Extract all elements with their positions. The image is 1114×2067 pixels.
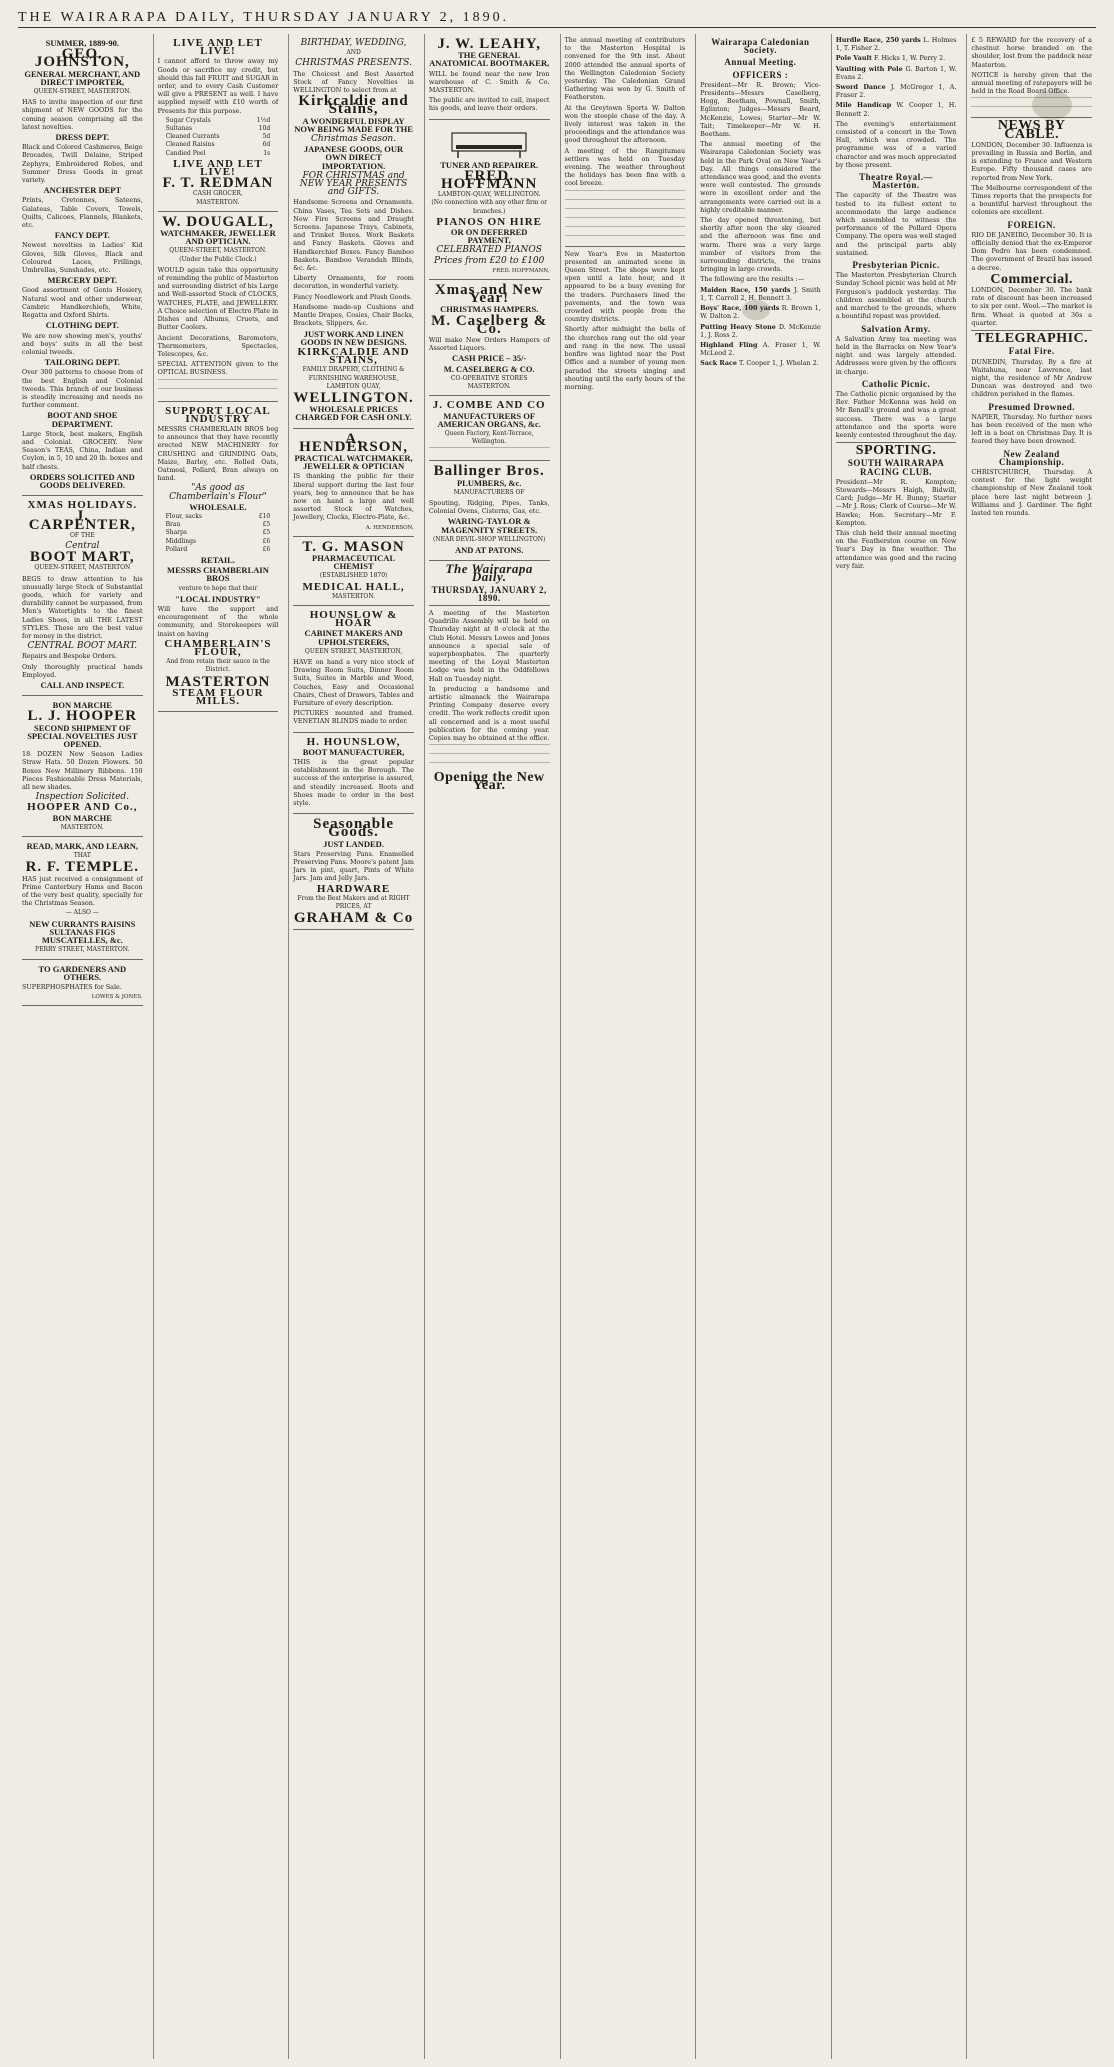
ad-gardeners: TO GARDENERS AND OTHERS. xyxy=(38,963,127,982)
ad-dougall-text: WOULD again take this opportunity of reminding the public of Masterton and surrounding district of his Large and Well-assorted Stock of CLOCKS, WATCHES, PLATE, and JEWELLERY. A Choice selection of Electro Plate in Dishes and Albums, Cruets, and Butter Coolers. xyxy=(157,265,279,332)
ad-bon-marche: BON MARCHE xyxy=(52,700,112,711)
article-text-2: At the Greytown Sports W. Dalton won the steeple chase of the day. A lively interest was taken in the proceedings and the attendance was good throughout the afternoon. xyxy=(564,103,686,145)
ad-hoffmann-name: FRED. HOFFMANN xyxy=(441,167,538,193)
catholic-text: The Catholic picnic organised by the Rev. Father McKenna was held on Mr Renall's ground and was a great success. There was a large attendance and the sports were keenly contested throughout the day. xyxy=(835,389,957,439)
ad-carpenter-name: J. CARPENTER, xyxy=(28,508,136,533)
report-text: The annual meeting of the Wairarapa Caledonian Society was held in the Park Oval on New Year's Day. All things considered the attendance was good, and the events were well contested. The grounds were in excellent order and the arrangements were carried out in a highly creditable manner. xyxy=(700,140,821,214)
ad-wholesale: WHOLESALE PRICES CHARGED FOR CASH ONLY. xyxy=(295,404,412,423)
ad-season: SUMMER, 1889-90. xyxy=(45,38,120,48)
ad-kirk-name: Kirkcaldie and Stains, xyxy=(298,93,409,118)
ad-lowes xyxy=(22,960,143,1007)
section-text: Black and Colored Cashmeres, Beige Brocades, Twill Delaine, Striped Zephyrs, Embroidered Robes, and Summer Dress Goods in great variety. xyxy=(22,143,143,185)
price-row xyxy=(158,513,279,521)
result-event: Mile Handicap xyxy=(835,101,892,110)
ad-caselberg xyxy=(429,280,550,396)
divider xyxy=(429,605,550,606)
result-item xyxy=(836,36,957,52)
ad-coombe xyxy=(429,396,550,461)
ad-chamberlain-flour: CHAMBERLAIN'S FLOUR, xyxy=(164,637,272,658)
price-item: Cleaned Currants xyxy=(165,133,220,141)
ad-tuner: TUNER AND REPAIRER. xyxy=(440,159,539,170)
ad-johnston xyxy=(22,34,143,496)
ad-handsome: Handsome made-up Cushions and Mantle Drapes, Cosies, Chair Backs, Brackets, Slippers, &c. xyxy=(293,302,414,328)
result-item xyxy=(700,323,821,339)
ad-ballinger-name: Ballinger Bros. xyxy=(433,463,545,480)
ad-near: (NEAR DEVIL-SHOP WELLINGTON) xyxy=(433,535,546,543)
ad-ballinger xyxy=(429,461,550,561)
ad-hounslow-name: HOUNSLOW & HOAR xyxy=(309,608,398,630)
divider xyxy=(565,246,686,247)
salvation-text: A Salvation Army tea meeting was held in the Barracks on New Year's night and was largely attended. Addresses were given by the officers in charge. xyxy=(835,334,957,376)
column-5 xyxy=(560,34,690,2059)
ad-mason xyxy=(293,537,414,606)
section-heading: FANCY DEPT. xyxy=(54,230,110,241)
price-item: Cleaned Raisins xyxy=(165,141,215,149)
price-value: 1½d xyxy=(256,116,271,124)
ad-hooper-sub: SECOND SHIPMENT OF SPECIAL NOVELTIES JUST OPENED. xyxy=(27,722,138,750)
article-text: A meeting of the Masterton Quadrille Assembly will be held on Thursday night at 8 o'clock at the Club Hotel. Messrs Lowes and Jones announce a special sale of superphosphates. The quarterly meeting of the Loyal Masterton Lodge was held in the Oddfellows Hall on Tuesday night. xyxy=(428,608,550,683)
ad-retail: RETAIL. xyxy=(200,554,235,565)
ad-wholesale: WHOLESALE. xyxy=(189,501,247,512)
ad-redman-loc: MASTERTON. xyxy=(196,198,240,206)
ad-for-christmas: FOR CHRISTMAS and NEW YEAR PRESENTS and GIFTS. xyxy=(299,170,408,198)
result-event: Putting Heavy Stone xyxy=(700,322,776,331)
ad-graham xyxy=(293,814,414,930)
price-value: £10 xyxy=(258,512,271,520)
price-row xyxy=(158,538,279,546)
article-heading-salvation: Salvation Army. xyxy=(861,323,931,334)
ad-leahy-text-2: The public are invited to call, inspect his goods, and leave their orders. xyxy=(428,96,550,113)
ad-items: Handsome Screens and Ornaments. China Vases, Tea Sets and Dishes. New Fire Screens and Draught Screens. Japanese Trays, Cabinets, and Trinket Boxes. Work Baskets and Fancy Baskets. Gloves and Handkerchief Boxes. Fancy Bamboo Baskets. Bamboo Verandah Blinds, &c. &c. xyxy=(293,198,414,273)
article-subheading-fatal: Fatal Fire. xyxy=(1008,346,1055,357)
article-subheading-championship: New Zealand Championship. xyxy=(999,448,1065,467)
ad-only: Only thoroughly practical hands Employed. xyxy=(22,662,143,679)
foreign-text: RIO DE JANEIRO, December 30. It is officially denied that the ex-Emperor Dom Pedro has been condemned. The government of Brazil has issued a decree. xyxy=(971,230,1092,272)
ink-stain xyxy=(742,300,770,320)
ad-intro: HAS to invite inspection of our first shipment of NEW GOODS for the coming season comprising all the latest novelties. xyxy=(22,98,143,131)
price-row xyxy=(158,133,279,141)
columns xyxy=(18,34,1096,2059)
ad-established: (ESTABLISHED 1870) xyxy=(319,572,388,580)
commercial-text: LONDON, December 30. The bank rate of discount has been increased to six per cent. Wool.—The market is firm. Wheat is quoted at 36s a quarter. xyxy=(971,286,1092,327)
ad-merchant-sub: GENERAL MERCHANT, AND DIRECT IMPORTER, xyxy=(24,68,141,87)
section-text: Newest novelties in Ladies' Kid Gloves, Silk Gloves, Black and Coloured Laces, Frillings, Umbrellas, Sunshades, etc. xyxy=(22,241,143,275)
ad-chamberlain xyxy=(158,402,279,713)
column-4 xyxy=(424,34,554,2059)
price-row xyxy=(158,546,279,554)
ad-leahy xyxy=(429,34,550,120)
price-row xyxy=(158,150,279,158)
ad-redman-sub: CASH GROCER, xyxy=(193,190,243,198)
ad-waring: WARING-TAYLOR & MAGENNITY STREETS. xyxy=(441,516,538,535)
result-item xyxy=(836,65,957,81)
ad-orders: ORDERS SOLICITED AND GOODS DELIVERED. xyxy=(29,471,135,490)
section-heading: MERCERY DEPT. xyxy=(47,275,118,286)
ad-fancy: Fancy Needlework and Plush Goods. xyxy=(293,292,412,301)
result-text: W. Cooper 1, H. Bennett 2. xyxy=(835,101,957,118)
ad-caselberg-name: M. Caselberg & Co. xyxy=(431,312,548,337)
ad-awarded: AND AT PATONS. xyxy=(454,544,524,555)
ad-venture: venture to hope that their xyxy=(178,584,258,592)
champ-text: CHRISTCHURCH, Thursday. A contest for the light weight championship of New Zealand took place here last night between J. Williams and J. Gardiner. The fight lasted ten rounds. xyxy=(971,467,1092,517)
ad-xmas: Xmas and New Year! xyxy=(434,282,544,307)
ad-repairs: Repairs and Bespoke Orders. xyxy=(22,652,117,661)
ad-graham-name: GRAHAM & Co xyxy=(293,910,414,927)
ad-masterton-mills: MASTERTON xyxy=(165,673,271,690)
paper-title: The Wairarapa Daily. xyxy=(445,561,533,585)
ad-bon-marche-2: BON MARCHE xyxy=(52,812,112,823)
ad-season: Christmas Season. xyxy=(311,134,397,145)
result-event: Sword Dance xyxy=(835,83,886,92)
ad-and: AND xyxy=(346,49,361,57)
theatre-text: The capacity of the Theatre was tested to its fullest extent to accommodate the large audience which assembled to witness the performance of the Pollard Opera Company. The opera was well staged and the principal parts ably sustained. xyxy=(835,191,957,257)
ad-carpenter-text: BEGS to draw attention to his unusually large Stock of Substantial goods, which for variety and durability cannot be surpassed, from Men's Watertights to the finest Ladies Shoes, in all THE LATEST STYLES. These are the best value for money in the district. xyxy=(22,574,143,640)
result-text: G. Barton 1, W. Evans 2. xyxy=(835,64,957,81)
ad-live-let-live xyxy=(158,34,279,212)
price-value: 1s xyxy=(263,149,271,157)
result-item xyxy=(700,359,821,367)
result-text: D. McKenzie 1, J. Ross 2. xyxy=(700,322,821,339)
column-8 xyxy=(966,34,1096,2059)
report-text-2: The day opened threatening, but shortly after noon the sky cleared and the afternoon was fine and warm. There was a very large number of visitors from the surrounding districts, the trains bringing in large crowds. xyxy=(700,216,821,274)
ad-medical: MEDICAL HALL, xyxy=(302,580,405,593)
ad-just: JUST WORK AND LINEN GOODS IN NEW DESIGNS. xyxy=(300,328,407,347)
price-value: 5d xyxy=(262,133,271,141)
ink-stain xyxy=(1032,90,1072,120)
result-event: Boys' Race, 100 yards xyxy=(700,304,780,313)
ad-wellington: WELLINGTON. xyxy=(293,389,414,406)
section-heading: BOOT AND SHOE DEPARTMENT. xyxy=(47,410,118,429)
ad-hampers: CHRISTMAS HAMPERS. xyxy=(440,304,539,315)
article-filler xyxy=(565,208,686,216)
ad-christmas-text: The Choicest and Best Assorted Stock of Fancy Novelties in WELLINGTON to select from at xyxy=(293,69,414,95)
ad-pictures: PICTURES mounted and framed. VENETIAN BLINDS made to order. xyxy=(293,709,414,726)
ad-xmas: XMAS HOLIDAYS. xyxy=(27,499,138,512)
article-text: The annual meeting of contributors to the Masterton Hospital is convened for the 9th inst. About 2000 attended the annual sports of the Wellington Caledonian Society yesterday. The Caledonian Grand Gathering was won by G. Smith of Featherston. xyxy=(564,36,686,102)
section-text: Over 300 patterns to choose from of the best English and Colonial tweeds. This branch of our business is steadily increasing and needs no further comment. xyxy=(22,368,143,410)
ad-chamberlain-name: MESSRS CHAMBERLAIN BROS xyxy=(167,565,269,584)
result-text: A. Fraser 1, W. McLeod 2. xyxy=(700,340,821,358)
price-value: £6 xyxy=(262,545,271,553)
ad-hoffmann xyxy=(429,120,550,280)
ad-hooper xyxy=(22,696,143,837)
ad-carpenter xyxy=(22,496,143,696)
ad-henderson-sig: A. HENDERSON. xyxy=(365,524,414,531)
ad-local: "LOCAL INDUSTRY" xyxy=(175,593,261,604)
price-item: Bran xyxy=(165,521,181,529)
ad-perry: PERRY STREET, MASTERTON. xyxy=(35,946,130,954)
ad-seasonable: Seasonable Goods. xyxy=(313,816,394,841)
ad-new-fruit: NEW CURRANTS RAISINS SULTANAS FIGS MUSCATELLES, &c. xyxy=(29,918,136,946)
price-value: £5 xyxy=(262,521,271,529)
ad-purchase: OR ON DEFERRED PAYMENT, xyxy=(450,227,528,246)
result-event: Pole Vault xyxy=(835,54,872,63)
ad-liberty: Liberty Ornaments, for room decoration, in wonderful variety. xyxy=(293,274,414,291)
ad-hoffmann-loc: LAMBTON-QUAY, WELLINGTON. xyxy=(437,191,541,199)
column-2 xyxy=(153,34,283,2059)
result-item xyxy=(836,83,957,99)
ad-leahy-name: J. W. LEAHY, xyxy=(437,36,541,52)
ad-cooperative: CO-OPERATIVE STORES MASTERTON. xyxy=(450,374,528,391)
ad-filler xyxy=(158,379,279,387)
ad-just-landed: JUST LANDED. xyxy=(323,838,384,849)
article-heading-telegraphic: TELEGRAPHIC. xyxy=(975,331,1089,347)
ad-ballinger-sub: PLUMBERS, &c. xyxy=(456,477,522,488)
ad-hoffmann-note: (No connection with any other firm or branches.) xyxy=(431,199,547,215)
notice-text-2: NOTICE is hereby given that the annual meeting of ratepayers will be held in the Road Board Office. xyxy=(971,70,1092,96)
ad-temple-name: R. F. TEMPLE. xyxy=(25,859,140,876)
officers-text: President—Mr R. Brown; Vice-Presidents—Messrs Caselberg, Hogg, Beetham, Pownall, Smith, Eglinton; Judges—Messrs Beard, McKenzie, Lowes; Starter—Mr W. Tait; Timekeeper—Mr W. H. Beetham. xyxy=(700,80,821,139)
ad-hounslow-boots xyxy=(293,733,414,815)
ad-prices-at: From the Best Makers and at RIGHT PRICES, AT xyxy=(297,894,410,911)
ad-hounslow2-text: THIS is the great popular establishment in the Borough. The success of the enterprise is assured, and steadily increased. Boots and Shoes made to order in the best style. xyxy=(293,758,414,808)
result-item xyxy=(836,54,957,62)
ad-dougall-text-3: SPECIAL ATTENTION given to the OPTICAL BUSINESS. xyxy=(157,360,279,377)
price-value: £6 xyxy=(262,537,271,545)
price-value: £5 xyxy=(262,529,271,537)
ad-call: CALL AND INSPECT. xyxy=(40,680,125,691)
ad-carpenter-loc: QUEEN-STREET, MASTERTON xyxy=(34,564,131,572)
masthead xyxy=(18,10,1096,28)
ad-hounslow-sub: CABINET MAKERS AND UPHOLSTERERS, xyxy=(304,628,403,647)
result-text: R. Brown 1, W. Dalton 2. xyxy=(700,304,821,321)
price-item: Flour, sacks xyxy=(165,512,202,520)
ad-ballinger-text: Spouting, Ridging, Pipes, Tanks, Colonial Ovens, Cisterns, Gas, etc. xyxy=(428,498,550,516)
ad-pianos: PIANOS ON HIRE xyxy=(436,215,543,228)
section-heading: TAILORING DEPT. xyxy=(44,357,120,368)
ad-seasonable-text: Stars Preserving Pans. Enamelled Preserving Pans. Moore's patent Jam Jars in pint, quart, Pints of White Jars. Jam and Jelly Jars. xyxy=(293,849,414,883)
ad-that: THAT xyxy=(73,852,91,860)
ad-lowes-sig: LOWES & JONES. xyxy=(91,994,143,1001)
cable-text: LONDON, December 30. Influenza is prevailing in Russia and Berlin, and is extending to France and Western Europe. Fifty thousand cases are reported from New York. xyxy=(971,140,1092,182)
section-text: Large Stock, best makers, English and Colonial. GROCERY. New Season's TEAS, China, Indian and Ceylon, in 5, 10 and 20 lb. boxes and half chests. xyxy=(22,429,143,471)
ad-dougall-loc: QUEEN-STREET, MASTERTON. xyxy=(169,247,267,255)
ad-dougall-clock: (Under the Public Clock.) xyxy=(179,255,257,263)
result-event: Maiden Race, 150 yards xyxy=(700,285,791,294)
ad-location: QUEEN-STREET, MASTERTON. xyxy=(33,88,132,96)
price-item: Candied Peel xyxy=(165,149,206,157)
price-value: 6d xyxy=(262,141,271,149)
result-text: F. Hicks 1, W. Perry 2. xyxy=(873,54,946,63)
article-heading-catholic: Catholic Picnic. xyxy=(861,378,931,389)
article-filler xyxy=(429,753,550,761)
article-filler xyxy=(565,235,686,243)
article-heading-sporting: SPORTING. xyxy=(855,443,937,459)
ad-central-boot-mart: CENTRAL BOOT MART. xyxy=(27,641,138,652)
article-heading-foreign: FOREIGN. xyxy=(1007,219,1056,230)
ad-japanese: JAPANESE GOODS, OUR OWN DIRECT IMPORTATION. xyxy=(303,144,404,171)
article-subheading: Annual Meeting. xyxy=(724,57,797,68)
ad-central: Central xyxy=(65,540,100,551)
ad-hooper-co: HOOPER AND Co., xyxy=(27,801,138,814)
ad-inspection: Inspection Solicited. xyxy=(35,792,130,803)
ad-coombe-loc: Queen Factory, Kent-Terrace, Wellington. xyxy=(444,429,534,446)
ad-birthday: BIRTHDAY, WEDDING, xyxy=(300,38,407,48)
ad-live-text: I cannot afford to throw away my Goods or sacrifice my credit, but should this fall FRUIT and SUGAR in order, and to every Cash Customer will give a PRESENT as well. I have supplied myself with £10 worth of Presents for this purpose. xyxy=(157,57,279,115)
ad-redman-name: F. T. REDMAN xyxy=(162,175,274,192)
price-item: Pollard xyxy=(165,545,188,553)
officers-heading: OFFICERS : xyxy=(732,69,789,80)
ad-live-heading: LIVE AND LET LIVE! xyxy=(173,37,263,58)
article-filler xyxy=(565,217,686,225)
article-subheading-racing: SOUTH WAIRARAPA RACING CLUB. xyxy=(847,458,945,477)
price-row xyxy=(158,125,279,133)
ad-hounslow2-name: H. HOUNSLOW, xyxy=(306,735,401,748)
result-text: T. Cooper 1, J. Whelan 2. xyxy=(739,359,819,368)
ad-kirk-name-2: KIRKCALDIE AND STAINS, xyxy=(297,345,410,367)
ad-oatmeal: "As good as Chamberlain's Flour" xyxy=(169,483,267,502)
ad-also: — ALSO — xyxy=(65,909,99,917)
article-subheading-presumed: Presumed Drowned. xyxy=(988,401,1076,412)
ad-henderson-text: IS thanking the public for their liberal support during the last four years, beg to announce that he has now on hand a large and well assorted Stock of Watches, Jewellery, Clocks, Electro-Plate, &c. xyxy=(293,472,414,522)
cable-text-2: The Melbourne correspondent of the Times reports that the prospects for a bountiful harvest throughout the colonies are excellent. xyxy=(971,183,1092,217)
price-row xyxy=(158,529,279,537)
section-text: Prints, Cretonnes, Sateens, Galateas, Table Covers, Towels, Quilts, Calicoes, Flannels, Blankets, etc. xyxy=(22,196,143,230)
results-heading: The following are the results :— xyxy=(700,275,805,284)
section-heading: CLOTHING DEPT. xyxy=(45,320,119,331)
piano-illustration xyxy=(444,125,534,159)
opening-text: New Year's Eve in Masterton presented an animated scene in Queen Street. The shops were kept open until a late hour, and it appeared to be a busy evening for the traders. Purchasers lined the pavements, and the town was crowded with people from the country districts. xyxy=(564,249,686,324)
article-filler xyxy=(565,226,686,234)
ad-support: SUPPORT LOCAL INDUSTRY xyxy=(165,404,271,425)
ad-henderson-name: A. HENDERSON, xyxy=(299,430,408,455)
result-event: Hurdle Race, 250 yards xyxy=(835,36,921,44)
result-text: L. Holmes 1, T. Fisher 2. xyxy=(835,36,957,53)
result-event: Vaulting with Pole xyxy=(835,64,903,73)
ad-hounslow-text: HAVE on hand a very nice stock of Drawing Room Suits, Dinner Room Suits, Suites in Marble and Wood, Couches, Easy and Occasional Chairs, Chest of Drawers, Tables and Furniture of every description. xyxy=(293,658,414,708)
fatal-text: DUNEDIN, Thursday. By a fire at Waitahuna, near Lawrence, last night, the residence of Mr Andrew Duncan was destroyed and two children perished in the flames. xyxy=(971,357,1092,399)
result-text: J. McGregor 1, A. Fraser 2. xyxy=(835,83,957,100)
ad-mason-sub: PHARMACEUTICAL CHEMIST xyxy=(312,552,396,572)
ad-dougall-sub: WATCHMAKER, JEWELLER AND OPTICIAN. xyxy=(160,228,276,247)
ad-henderson-sub: PRACTICAL WATCHMAKER, JEWELLER & OPTICIAN xyxy=(294,452,413,472)
article-heading-presbyterian: Presbyterian Picnic. xyxy=(852,260,940,271)
result-text: J. Smith 1, T. Carroll 2, H. Bennett 3. xyxy=(700,285,821,302)
ad-read-mark: READ, MARK, AND LEARN, xyxy=(26,841,139,852)
section-text: Good assortment of Gents Hosiery, Natural wool and other underwear, Cambric Handkerchiefs, White, Regatta and Oxford Shirts. xyxy=(22,286,143,320)
ad-merchant-name: GEO. JOHNSTON, xyxy=(34,46,130,71)
article-heading-commercial: Commercial. xyxy=(990,271,1073,287)
price-value: 10d xyxy=(258,125,271,133)
article-heading-theatre: Theatre Royal.—Masterton. xyxy=(859,172,933,191)
ad-caselberg-name-2: M. CASELBERG & CO. xyxy=(443,363,535,374)
column-1 xyxy=(18,34,147,2059)
paper-date: THURSDAY, JANUARY 2, 1890. xyxy=(431,584,547,603)
price-row xyxy=(158,521,279,529)
ad-mason-loc: MASTERTON. xyxy=(332,592,376,600)
ad-mason-name: T. G. MASON xyxy=(302,538,405,555)
report-text: The evening's entertainment consisted of a concert in the Town Hall, which was crowded. The programme was of a varied character and was much appreciated by those present. xyxy=(835,119,957,169)
article-filler xyxy=(565,190,686,198)
article-text-2: In producing a handsome and artistic almanack the Wairarapa Printing Company deserve every credit. The work reflects credit upon all concerned and is a most useful publication for the coming year. Copies may be obtained at the office. xyxy=(428,684,550,742)
ad-hooper-items: 18 DOZEN New Season Ladies Straw Hats. 50 Dozen Flowers. 50 Boxes New Millinery Ribbons. 150 Pieces Fashionable Dress Materials, all new shades. xyxy=(22,750,143,792)
ad-of-the: OF THE xyxy=(70,531,95,539)
masthead-title: THE WAIRARAPA DAILY, THURSDAY JANUARY 2, 1890. xyxy=(18,10,510,25)
ad-support-text: MESSRS CHAMBERLAIN BROS beg to announce that they have recently erected NEW MACHINERY for CRUSHING and GRINDING Oats, Maize, Barley, etc. Rolled Oats, Oatmeal, Pollard, Bran always on hand. xyxy=(157,424,279,483)
ad-dougall xyxy=(158,212,279,402)
presumed-text: NAPIER, Thursday. No further news has been received of the men who left in a boat on Christmas Day. It is feared they have been drowned. xyxy=(971,412,1092,446)
ad-leahy-text: WILL be found near the new Iron warehouse of C. Smith & Co. MASTERTON. xyxy=(428,69,550,95)
ad-filler xyxy=(158,388,279,396)
presbyterian-text: The Masterton Presbyterian Church Sunday School picnic was held at Mr Ferguson's paddock yesterday. The children assembled at the church and marched to the grounds, where a bountiful repast was provided. xyxy=(835,271,957,321)
article-filler xyxy=(565,199,686,207)
section-heading: ANCHESTER DEPT xyxy=(43,185,122,196)
ad-cash: CASH PRICE – 35/- xyxy=(451,353,527,364)
ad-manufacturers: MANUFACTURERS OF xyxy=(453,488,525,496)
column-6 xyxy=(695,34,825,2059)
ad-filler xyxy=(429,447,550,455)
ad-coombe-name: J. COMBE AND CO xyxy=(432,399,546,412)
ad-coombe-sub: MANUFACTURERS OF AMERICAN ORGANS, &c. xyxy=(437,410,541,429)
article-filler xyxy=(429,762,550,770)
notice-text: £ 5 REWARD for the recovery of a chestnut horse branded on the shoulder, lost from the paddock near Masterton. xyxy=(971,36,1092,69)
ad-steam: STEAM FLOUR MILLS. xyxy=(172,686,264,708)
result-item xyxy=(700,341,821,357)
ad-boot-mart: BOOT MART, xyxy=(29,549,135,566)
article-heading-caledonian: Wairarapa Caledonian Society. xyxy=(711,37,810,56)
opening-text-2: Shortly after midnight the bells of the churches rang out the old year and rang in the new. The usual bonfire was lighted near the Post Office and a number of young men paraded the streets singing and shouting until the early hours of the morning. xyxy=(564,325,686,391)
racing-text: President—Mr R. Kempton; Stewards—Messrs Haigh, Bidwill, Card; Judge—Mr H. Bunny; Starter—Mr J. Ross; Clerk of Course—Mr W. Hawke; Hon. Secretary—Mr F. Kempton. xyxy=(835,477,957,527)
ad-dougall-text-2: Ancient Decorations, Barometers, Thermometers, Spectacles, Telescopes, &c. xyxy=(157,333,279,358)
racing-text-2: This club held their annual meeting on the Featherston course on New Year's Day in fine weather. The attendance was good and the racing very fair. xyxy=(835,528,957,570)
article-heading-news-by-cable: NEWS BY CABLE. xyxy=(997,118,1066,142)
ad-temple-text: HAS just received a consignment of Prime Canterbury Hams and Bacon of the very best quality, specially for the Christmas Season. xyxy=(22,874,143,908)
ad-hounslow2-sub: BOOT MANUFACTURER, xyxy=(302,746,405,757)
ad-and-oatmeal: And from retain their sauce in the District. xyxy=(166,658,270,674)
ad-kirkcaldie xyxy=(293,34,414,429)
price-item: Middlings xyxy=(165,537,196,545)
ad-dougall-name: W. DOUGALL, xyxy=(162,213,274,230)
result-item xyxy=(836,101,957,117)
price-item: Sugar Crystals xyxy=(165,116,211,124)
article-text-3: A meeting of the Rangitumau settlers was held on Tuesday evening. The weather throughout the holidays has been fine with a cool breeze. xyxy=(564,146,686,188)
ad-masterton: MASTERTON. xyxy=(60,823,104,831)
ad-caselberg-text: Will make New Orders Hampers of Assorted Liquors. xyxy=(428,336,550,353)
ad-family: FAMILY DRAPERY, CLOTHING & FURNISHING WAREHOUSE, xyxy=(302,366,405,382)
result-event: Highland Fling xyxy=(700,340,758,349)
ad-wonderful: A WONDERFUL DISPLAY NOW BEING MADE FOR THE xyxy=(294,115,413,134)
ad-christmas: CHRISTMAS PRESENTS. xyxy=(295,58,412,69)
price-item: Sharps xyxy=(165,529,187,537)
price-item: Sultanas xyxy=(165,125,193,133)
ad-super: SUPERPHOSPHATES for Sale. xyxy=(22,982,122,991)
column-3 xyxy=(288,34,418,2059)
column-7 xyxy=(831,34,961,2059)
ad-live-heading-2: LIVE AND LET LIVE! xyxy=(173,157,263,179)
price-row xyxy=(158,117,279,125)
ad-celebrated: CELEBRATED PIANOS xyxy=(436,245,542,256)
ad-temple xyxy=(22,837,143,959)
section-heading: DRESS DEPT. xyxy=(55,132,110,143)
article-filler xyxy=(429,744,550,752)
result-event: Sack Race xyxy=(700,359,737,368)
section-text: We are now showing men's, youths' and boys' suits in all the best colonial tweeds. xyxy=(22,331,143,356)
ad-lambton: LAMBTON QUAY, xyxy=(326,382,381,390)
ad-hardware: HARDWARE xyxy=(316,882,391,895)
ad-hoffmann-sig: FRED. HOFFMANN, xyxy=(492,267,550,274)
ad-hooper-name: L. J. HOOPER xyxy=(27,708,138,725)
ad-hounslow-hoar xyxy=(293,606,414,733)
article-headline-opening: Opening the New Year. xyxy=(433,770,545,794)
ad-hounslow-loc: QUEEN STREET, MASTERTON, xyxy=(304,647,403,655)
ad-local-text: Will have the support and encouragement of the whole community, and Storekeepers will insist on having xyxy=(157,604,279,638)
price-row xyxy=(158,141,279,149)
ad-henderson xyxy=(293,429,414,537)
ad-leahy-sub: THE GENERAL ANATOMICAL BOOTMAKER, xyxy=(429,50,550,69)
ad-prices: Prices from £20 to £100 xyxy=(434,255,545,266)
